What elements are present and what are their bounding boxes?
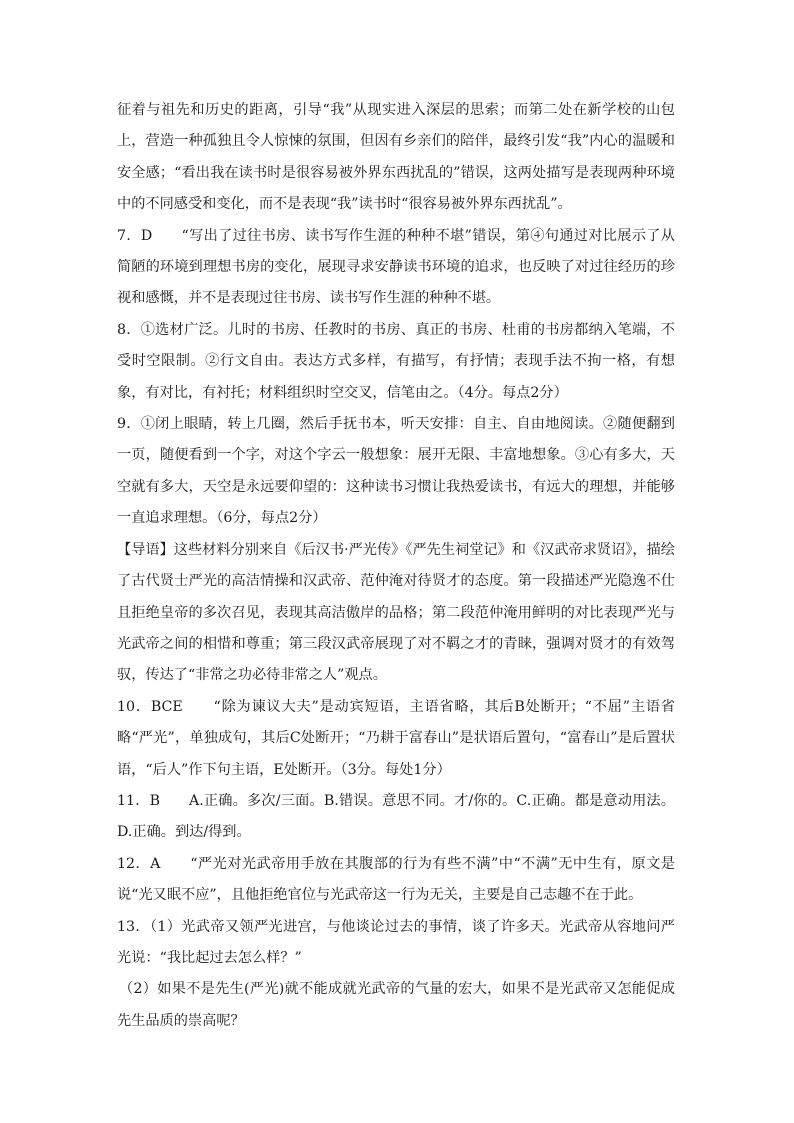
answer-item-12: 12．A “严光对光武帝用手放在其腹部的行为有些不满”中“不满”无中生有，原文是说“光又眠不应”，且他拒绝官位与光武帝这一行为无关，主要是自己志趣不在于此。 [117, 855, 675, 904]
answer-item-11: 11．B A.正确。多次/三面。B.错误。意思不同。才/你的。C.正确。都是意动用法。D.正确。到达/得到。 [117, 792, 675, 841]
answer-item-13-part-2: （2）如果不是先生(严光)就不能成就光武帝的气量的宏大，如果不是光武帝又怎能促成先生品质的崇高呢？ [117, 981, 675, 1029]
answer-item-10: 10．BCE “除为谏议大夫”是动宾短语，主语省略，其后B处断开；“不屈”主语省略“严光”，单独成句，其后C处断开；“乃耕于富春山”是状语后置句，“富春山”是后置状语，“后人”作下句主语，E处断开。（3分。每处1分） [117, 698, 675, 778]
reading-guide-paragraph: 【导语】这些材料分别来自《后汉书·严光传》《严先生祠堂记》和《汉武帝求贤诏》，描绘了古代贤士严光的高洁情操和汉武帝、范仲淹对待贤才的态度。第一段描述严光隐逸不仕且拒绝皇帝的多次召见，表现其高洁傲岸的品格；第二段范仲淹用鲜明的对比表现严光与光武帝之间的相惜和尊重；第三段汉武帝展现了对不羁之才的青睐，强调对贤才的有效驾驭，传达了“非常之功必待非常之人”观点。 [117, 541, 675, 684]
answer-item-7: 7．D “写出了过往书房、读书写作生涯的种种不堪”错误，第④句通过对比展示了从简陋的环境到理想书房的变化，展现寻求安静读书环境的追求，也反映了对过往经历的珍视和感慨，并不是表现过往书房、读书写作生涯的种种不堪。 [117, 227, 675, 307]
answer-item-9: 9．①闭上眼睛，转上几圈，然后手抚书本，听天安排：自主、自由地阅读。②随便翻到一页，随便看到一个字，对这个字云一般想象：展开无限、丰富地想象。③心有多大，天空就有多大，天空是永远要仰望的：这种读书习惯让我热爱读书，有远大的理想，并能够一直追求理想。（6分，每点2分） [117, 416, 675, 527]
answer-item-8: 8．①选材广泛。儿时的书房、任教时的书房、真正的书房、杜甫的书房都纳入笔端，不受时空限制。②行文自由。表达方式多样，有描写，有抒情；表现手法不拘一格，有想象，有对比，有衬托；材料组织时空交叉，信笔由之。（4分。每点2分） [117, 321, 675, 401]
document-body [117, 95, 675, 1037]
paragraph-analysis-continuation: 征着与祖先和历史的距离，引导“我”从现实进入深层的思索；而第二处在新学校的山包上，营造一种孤独且令人惊悚的氛围，但因有乡亲们的陪伴，最终引发“我”内心的温暖和安全感；“看出我在读书时是很容易被外界东西扰乱的”错误，这两处描写是表现两种环境中的不同感受和变化，而不是表现“我”读书时“很容易被外界东西扰乱”。 [117, 102, 675, 213]
answer-item-13-part-1: 13．（1）光武帝又领严光进宫，与他谈论过去的事情，谈了许多天。光武帝从容地问严光说：“我比起过去怎么样？” [117, 918, 675, 966]
